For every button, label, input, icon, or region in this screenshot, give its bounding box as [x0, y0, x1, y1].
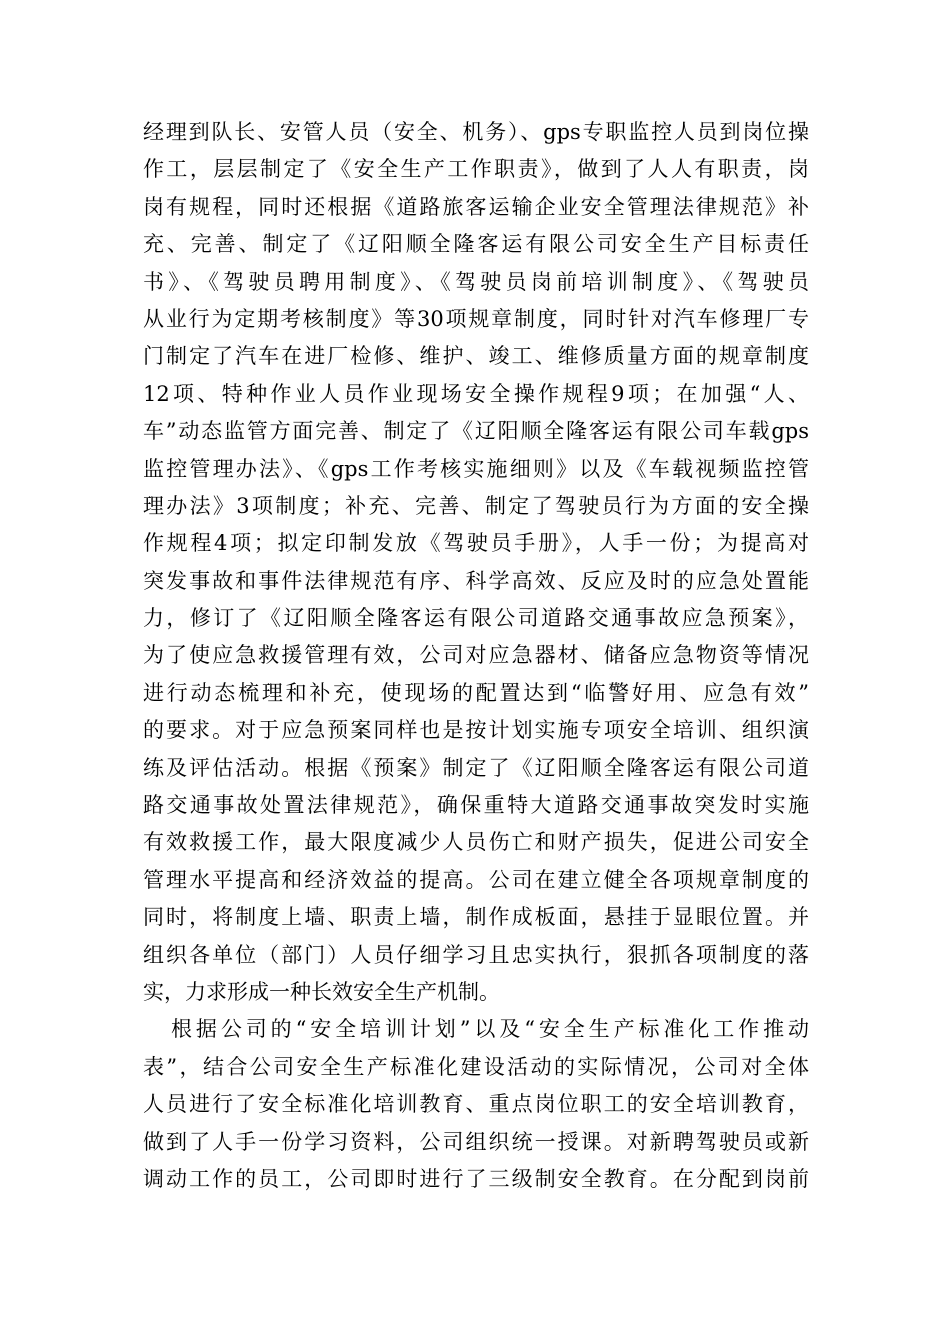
text-line: 管理水平提高和经济效益的提高。公司在建立健全各项规章制度的 — [143, 867, 809, 892]
text-line: 理办法》3项制度；补充、完善、制定了驾驶员行为方面的安全操 — [143, 493, 809, 518]
text-line: 突发事故和事件法律规范有序、科学高效、反应及时的应急处置能 — [143, 568, 809, 593]
text-line: 有效救援工作，最大限度减少人员伤亡和财产损失，促进公司安全 — [143, 830, 809, 855]
text-line: 作规程4项；拟定印制发放《驾驶员手册》，人手一份；为提高对 — [143, 531, 809, 556]
text-line: 作工，层层制定了《安全生产工作职责》，做到了人人有职责，岗 — [143, 157, 809, 182]
text-line: 经理到队长、安管人员（安全、机务）、gps专职监控人员到岗位操 — [143, 120, 809, 144]
text-line: 根据公司的“安全培训计划”以及“安全生产标准化工作推动 — [171, 1017, 809, 1042]
text-line: 路交通事故处置法律规范》，确保重特大道路交通事故突发时实施 — [143, 793, 809, 818]
text-line: 人员进行了安全标准化培训教育、重点岗位职工的安全培训教育， — [143, 1092, 809, 1117]
text-line: 充、完善、制定了《辽阳顺全隆客运有限公司安全生产目标责任 — [143, 232, 809, 257]
text-line: 门制定了汽车在进厂检修、维护、竣工、维修质量方面的规章制度 — [143, 344, 809, 369]
text-line: 调动工作的员工，公司即时进行了三级制安全教育。在分配到岗前 — [143, 1166, 809, 1191]
text-line: 表”，结合公司安全生产标准化建设活动的实际情况，公司对全体 — [143, 1054, 809, 1079]
text-line: 同时，将制度上墙、职责上墙，制作成板面，悬挂于显眼位置。并 — [143, 905, 809, 930]
text-line: 练及评估活动。根据《预案》制定了《辽阳顺全隆客运有限公司道 — [143, 755, 809, 780]
text-line: 书》、《驾驶员聘用制度》、《驾驶员岗前培训制度》、《驾驶员 — [143, 269, 809, 294]
text-line: 组织各单位（部门）人员仔细学习且忠实执行，狠抓各项制度的落 — [143, 942, 809, 967]
text-line: 力，修订了《辽阳顺全隆客运有限公司道路交通事故应急预案》， — [143, 606, 809, 631]
text-line: 车”动态监管方面完善、制定了《辽阳顺全隆客运有限公司车载gps — [143, 419, 809, 444]
text-line: 监控管理办法》、《gps工作考核实施细则》以及《车载视频监控管 — [143, 456, 809, 481]
text-line: 实，力求形成一种长效安全生产机制。 — [143, 979, 500, 1004]
text-line: 为了使应急救援管理有效，公司对应急器材、储备应急物资等情况 — [143, 643, 809, 668]
text-line: 从业行为定期考核制度》等30项规章制度，同时针对汽车修理厂专 — [143, 306, 809, 331]
text-line: 进行动态梳理和补充，使现场的配置达到“临警好用、应急有效” — [143, 680, 809, 705]
text-line: 岗有规程，同时还根据《道路旅客运输企业安全管理法律规范》补 — [143, 194, 809, 219]
text-line: 的要求。对于应急预案同样也是按计划实施专项安全培训、组织演 — [143, 718, 809, 743]
text-line: 12项、特种作业人员作业现场安全操作规程9项；在加强“人、 — [143, 381, 809, 406]
text-line: 做到了人手一份学习资料，公司组织统一授课。对新聘驾驶员或新 — [143, 1129, 809, 1154]
body-text — [143, 114, 809, 1198]
